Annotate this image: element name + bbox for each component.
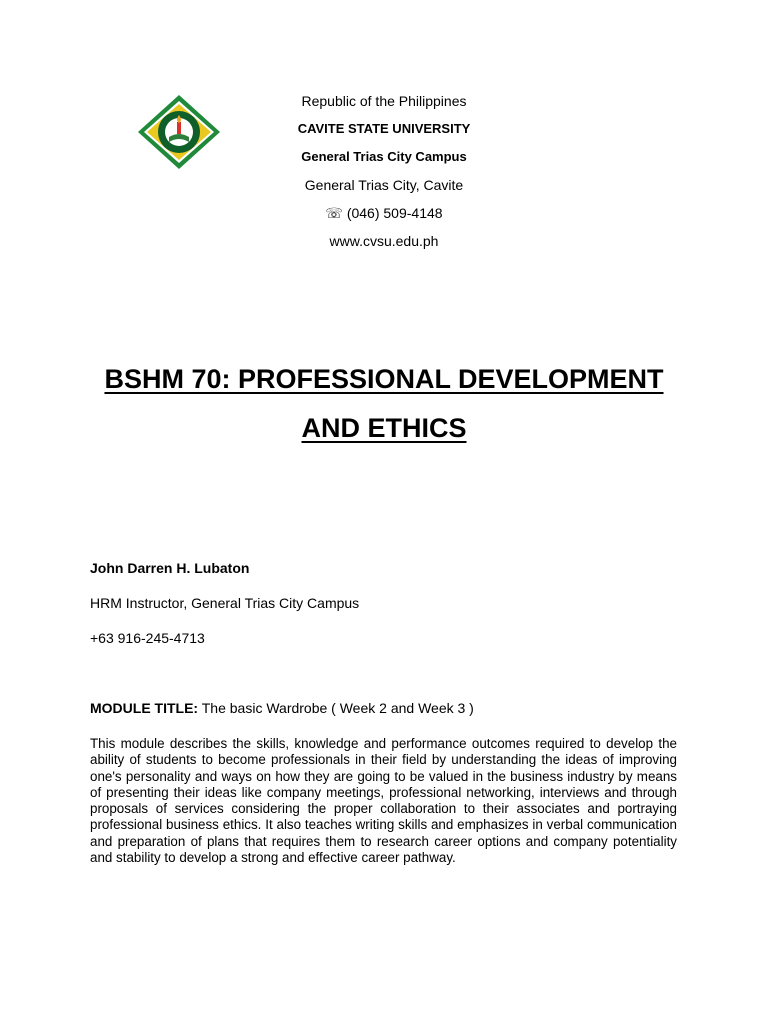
city-line: General Trias City, Cavite bbox=[304, 177, 464, 193]
phone-line: ☏ (046) 509-4148 bbox=[325, 205, 443, 221]
module-title-label: MODULE TITLE: bbox=[90, 700, 199, 716]
author-role: HRM Instructor, General Trias City Campus bbox=[90, 595, 360, 611]
module-description: This module describes the skills, knowledge and performance outcomes required to develop the ability of students to become professionals in their field by understanding the ideas of improving one's personality and ways on how they are going to be valued in the business industry by means of presenting their ideas like company meetings, professional networking, interviews and through proposals of services considering the proper collaboration to their associates and portraying professional business ethics. It also teaches writing skills and emphasizes in verbal communication and preparation of plans that requires them to research career options and company potentiality and stability to develop a strong and effective career pathway. bbox=[90, 736, 677, 866]
module-title bbox=[90, 700, 474, 716]
letterhead bbox=[234, 90, 534, 258]
author-phone: +63 916-245-4713 bbox=[90, 630, 205, 646]
author-name: John Darren H. Lubaton bbox=[90, 560, 250, 576]
module-title-value: The basic Wardrobe ( Week 2 and Week 3 ) bbox=[198, 700, 474, 716]
campus-name: General Trias City Campus bbox=[301, 149, 467, 164]
course-title-line1: BSHM 70: PROFESSIONAL DEVELOPMENT bbox=[104, 364, 664, 394]
course-title-line2: AND ETHICS bbox=[301, 413, 467, 443]
course-title bbox=[60, 355, 708, 453]
country-line: Republic of the Philippines bbox=[301, 93, 467, 109]
university-name: CAVITE STATE UNIVERSITY bbox=[297, 121, 471, 136]
university-seal-icon bbox=[136, 93, 222, 171]
website-link[interactable]: www.cvsu.edu.ph bbox=[329, 233, 439, 249]
